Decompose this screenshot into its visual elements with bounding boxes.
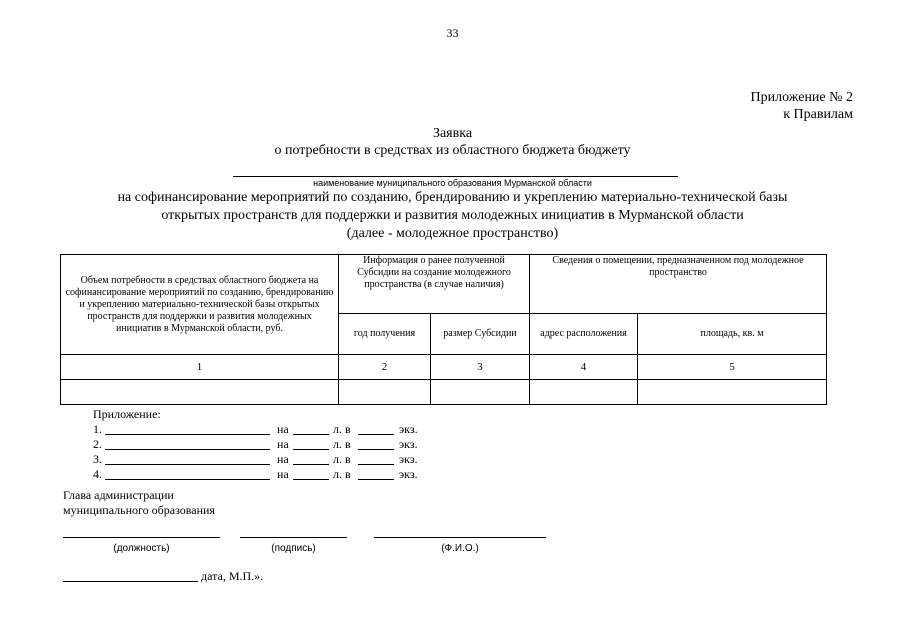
- attachment-on-label: на: [277, 452, 289, 466]
- column-number: 1: [61, 355, 339, 380]
- position-caption: (должность): [113, 543, 170, 554]
- cell-funding-volume[interactable]: [61, 380, 339, 405]
- appendix-reference: [751, 89, 854, 123]
- table-header-row: [61, 255, 827, 314]
- attachment-name-field[interactable]: [105, 437, 270, 450]
- attachment-copies-field[interactable]: [358, 467, 394, 480]
- attachment-copies-field[interactable]: [358, 452, 394, 465]
- header-funding-volume: Объем потребности в средствах областного бюджета на софинансирование мероприятий по созданию, брендированию и укреплению материально-технической базы открытых пространств для поддержки и развития молодежных инициатив в Мурманской области, руб.: [61, 255, 339, 355]
- attachment-sheets-label: л. в: [333, 467, 351, 481]
- table-column-numbers-row: [61, 355, 827, 380]
- cell-subsidy-amount[interactable]: [431, 380, 530, 405]
- attachment-number: 4.: [93, 467, 102, 481]
- header-year-received: год получения: [339, 314, 431, 355]
- purpose-line-3: (далее - молодежное пространство): [346, 226, 559, 241]
- attachment-sheets-label: л. в: [333, 452, 351, 466]
- signature-field[interactable]: [240, 537, 347, 538]
- column-number: 4: [530, 355, 638, 380]
- attachment-copies-field[interactable]: [358, 422, 394, 435]
- purpose-line-1: на софинансирование мероприятий по созданию, брендированию и укреплению материально-технической базы: [117, 190, 788, 205]
- appendix-line-2: к Правилам: [783, 107, 853, 122]
- attachment-on-label: на: [277, 467, 289, 481]
- attachment-name-field[interactable]: [105, 452, 270, 465]
- municipality-name-field: [233, 176, 678, 177]
- head-title-line-2: муниципального образования: [63, 503, 215, 517]
- column-number: 5: [638, 355, 827, 380]
- attachment-copies-label: экз.: [399, 422, 418, 436]
- column-number: 2: [339, 355, 431, 380]
- document-title: Заявка: [432, 126, 473, 141]
- attachment-copies-label: экз.: [399, 452, 418, 466]
- full-name-caption: (Ф.И.О.): [441, 543, 479, 554]
- date-stamp-label: дата, М.П.».: [201, 569, 264, 583]
- header-area: площадь, кв. м: [638, 314, 827, 355]
- cell-address[interactable]: [530, 380, 638, 405]
- purpose-line-2: открытых пространств для поддержки и развития молодежных инициатив в Мурманской области: [161, 208, 744, 223]
- attachment-copies-label: экз.: [399, 467, 418, 481]
- document-subtitle: о потребности в средствах из областного бюджета бюджету: [274, 143, 631, 158]
- attachment-on-label: на: [277, 422, 289, 436]
- attachment-name-field[interactable]: [105, 467, 270, 480]
- application-table: [60, 254, 827, 405]
- attachment-copies-field[interactable]: [358, 437, 394, 450]
- full-name-field[interactable]: [374, 537, 546, 538]
- appendix-line-1: Приложение № 2: [750, 90, 853, 105]
- date-field[interactable]: [63, 581, 198, 582]
- page-number: 33: [446, 26, 459, 40]
- position-field[interactable]: [63, 537, 220, 538]
- column-number: 3: [431, 355, 530, 380]
- header-previous-subsidy: Информация о ранее полученной Субсидии на создание молодежного пространства (в случае наличия): [339, 255, 530, 314]
- cell-area[interactable]: [638, 380, 827, 405]
- attachments-title: Приложение:: [93, 407, 161, 421]
- attachment-copies-label: экз.: [399, 437, 418, 451]
- attachment-sheets-field[interactable]: [293, 452, 329, 465]
- municipality-caption: наименование муниципального образования Мурманской области: [313, 178, 592, 188]
- cell-year-received[interactable]: [339, 380, 431, 405]
- attachment-sheets-field[interactable]: [293, 437, 329, 450]
- attachment-number: 2.: [93, 437, 102, 451]
- head-title-line-1: Глава администрации: [63, 488, 174, 502]
- attachment-sheets-label: л. в: [333, 437, 351, 451]
- header-subsidy-amount: размер Субсидии: [431, 314, 530, 355]
- header-premises-info: Сведения о помещении, предназначенном под молодежное пространство: [530, 255, 827, 314]
- attachment-sheets-field[interactable]: [293, 422, 329, 435]
- header-address: адрес расположения: [530, 314, 638, 355]
- attachment-number: 1.: [93, 422, 102, 436]
- attachment-on-label: на: [277, 437, 289, 451]
- table-data-row: [61, 380, 827, 405]
- attachment-sheets-field[interactable]: [293, 467, 329, 480]
- attachment-name-field[interactable]: [105, 422, 270, 435]
- attachment-sheets-label: л. в: [333, 422, 351, 436]
- attachment-number: 3.: [93, 452, 102, 466]
- signature-caption: (подпись): [271, 543, 316, 554]
